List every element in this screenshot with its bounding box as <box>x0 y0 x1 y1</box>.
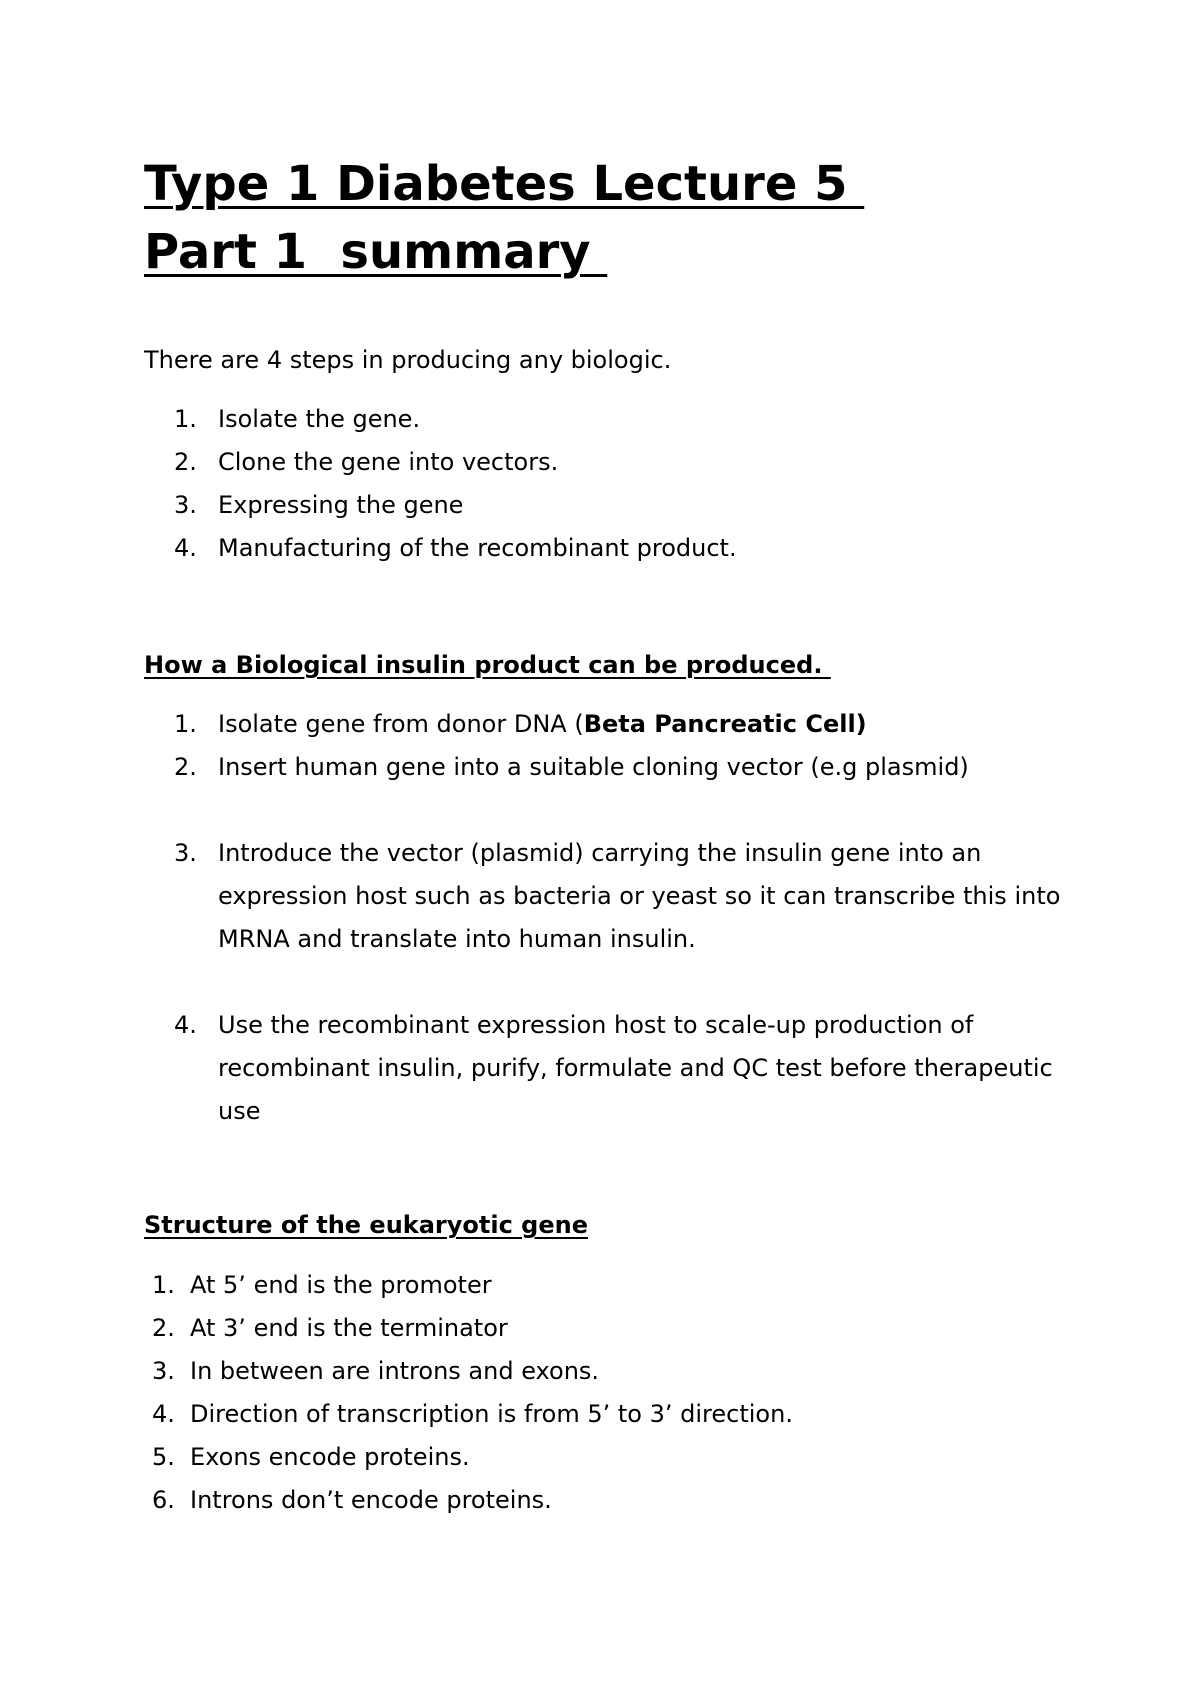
list-item-text: In between are introns and exons. <box>190 1357 600 1385</box>
list-number: 1. <box>152 1271 175 1299</box>
list-item <box>144 527 1064 570</box>
list-item <box>144 832 1064 961</box>
intro-paragraph: There are 4 steps in producing any biologic. <box>144 346 672 374</box>
list-item-text: At 3’ end is the terminator <box>190 1314 508 1342</box>
list-item-text: Expressing the gene <box>218 491 464 519</box>
title-line-1: Type 1 Diabetes Lecture 5 <box>144 156 865 212</box>
list-number: 3. <box>152 1357 175 1385</box>
list-item <box>144 441 1064 484</box>
list-number: 2. <box>152 1314 175 1342</box>
title-line-2: Part 1 summary <box>144 224 608 280</box>
list-item <box>144 1479 1064 1522</box>
list-item <box>144 1350 1064 1393</box>
list-item <box>144 1393 1064 1436</box>
list-item <box>144 398 1064 441</box>
list-item <box>144 746 1064 789</box>
list-number: 4. <box>152 1400 175 1428</box>
list-number: 6. <box>152 1486 175 1514</box>
list-item-text: Insert human gene into a suitable cloning vector (e.g plasmid) <box>218 753 969 781</box>
list-item <box>144 703 1064 746</box>
list-item-text: Isolate the gene. <box>218 405 421 433</box>
list-item <box>144 1264 1064 1307</box>
list-number: 2. <box>174 448 197 476</box>
list-item-text: Use the recombinant expression host to scale-up production of recombinant insulin, purify, formulate and QC test before therapeutic use <box>218 1011 1053 1125</box>
section-heading-insulin-production: How a Biological insulin product can be produced. <box>144 651 831 679</box>
section-heading-gene-structure: Structure of the eukaryotic gene <box>144 1211 588 1239</box>
list-item-text: Isolate gene from donor DNA ( <box>218 710 584 738</box>
list-item <box>144 1004 1064 1133</box>
list-item <box>144 1307 1064 1350</box>
list-number: 1. <box>174 405 197 433</box>
list-item-text: At 5’ end is the promoter <box>190 1271 492 1299</box>
document-title <box>144 150 1044 286</box>
list-number: 3. <box>174 839 197 867</box>
list-number: 1. <box>174 710 197 738</box>
gene-structure-list <box>144 1264 1064 1522</box>
list-item-bold-text: Beta Pancreatic Cell) <box>583 710 867 738</box>
list-number: 4. <box>174 1011 197 1039</box>
list-item <box>144 484 1064 527</box>
list-item-text: Manufacturing of the recombinant product. <box>218 534 737 562</box>
list-item-text: Exons encode proteins. <box>190 1443 470 1471</box>
list-item-text: Introns don’t encode proteins. <box>190 1486 552 1514</box>
list-item-text: Direction of transcription is from 5’ to 3’ direction. <box>190 1400 793 1428</box>
list-number: 3. <box>174 491 197 519</box>
list-item <box>144 1436 1064 1479</box>
list-number: 5. <box>152 1443 175 1471</box>
steps-list <box>144 398 1064 570</box>
list-item-text: Introduce the vector (plasmid) carrying the insulin gene into an expression host such as bacteria or yeast so it can transcribe this into MRNA and translate into human insulin. <box>218 839 1061 953</box>
insulin-production-list <box>144 703 1064 1133</box>
list-number: 4. <box>174 534 197 562</box>
list-item-text: Clone the gene into vectors. <box>218 448 559 476</box>
list-number: 2. <box>174 753 197 781</box>
